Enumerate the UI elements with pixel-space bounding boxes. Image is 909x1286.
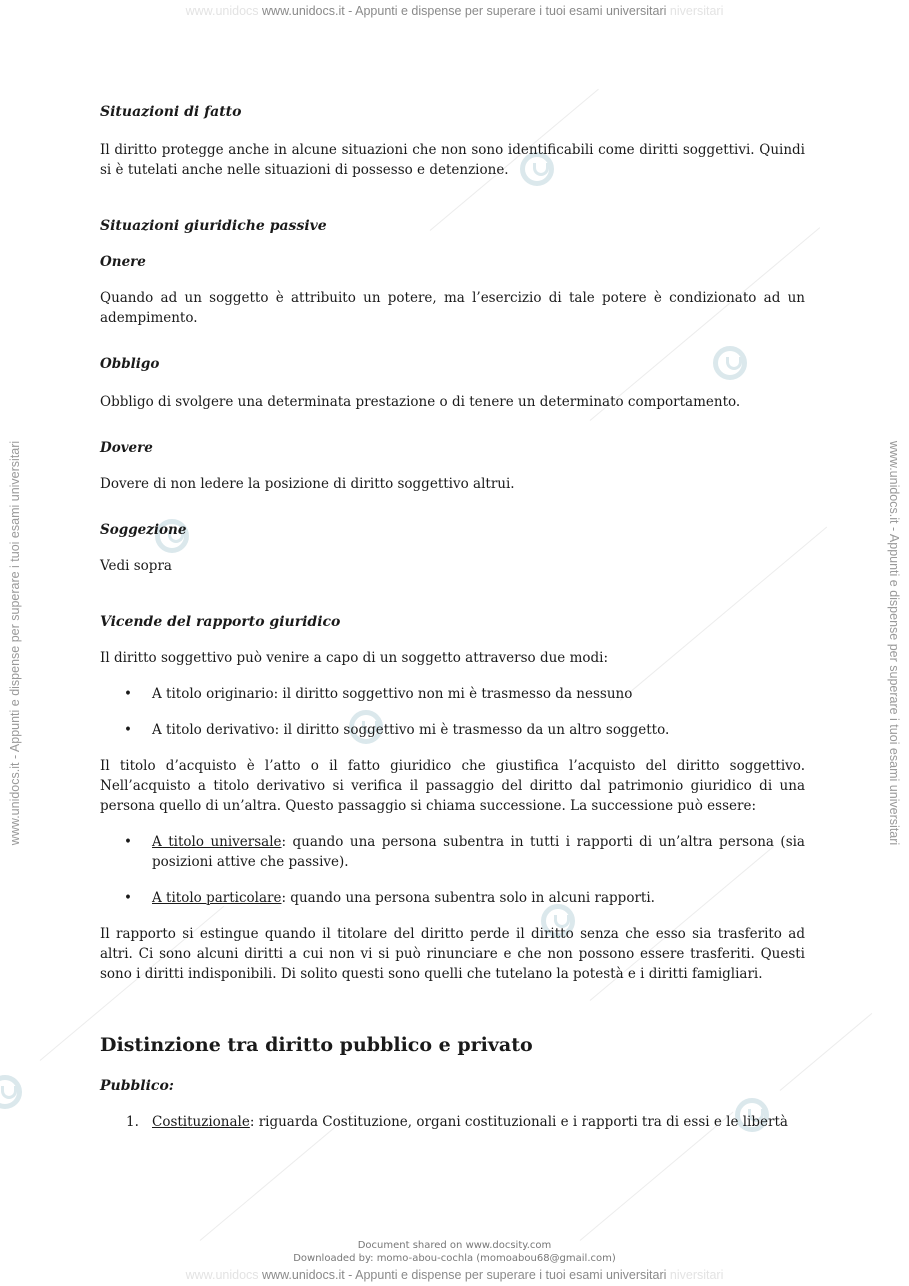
heading-obbligo: Obbligo: [100, 356, 160, 372]
heading-pubblico: Pubblico:: [100, 1078, 174, 1094]
watermark-bottom-text: www.unidocs.it - Appunti e dispense per superare i tuoi esami universitari: [262, 1268, 667, 1282]
footer-shared: Document shared on www.docsity.com: [357, 1240, 552, 1251]
heading-soggezione: Soggezione: [100, 522, 187, 538]
desc-particolare: : quando una persona subentra solo in alcuni rapporti.: [281, 890, 655, 906]
watermark-top: [0, 4, 909, 18]
list-item: [100, 1112, 805, 1132]
heading-dovere: Dovere: [100, 440, 153, 456]
list-item: [100, 888, 805, 908]
desc-universale: : quando una persona subentra in tutti i rapporti di un’altra persona (sia posizioni attive che passive).: [152, 834, 805, 870]
heading-situazioni-di-fatto: Situazioni di fatto: [100, 104, 242, 120]
paragraph-vicende: Il diritto soggettivo può venire a capo di un soggetto attraverso due modi:: [100, 650, 609, 666]
paragraph-obbligo: Obbligo di svolgere una determinata prestazione o di tenere un determinato comportamento.: [100, 394, 741, 410]
term-costituzionale: Costituzionale: [152, 1114, 250, 1130]
watermark-bottom: [0, 1268, 909, 1282]
paragraph-onere: Quando ad un soggetto è attribuito un potere, ma l’esercizio di tale potere è condizionato ad un adempimento.: [100, 290, 805, 326]
list-item: [100, 720, 805, 740]
list-item-text: [152, 832, 805, 872]
footer-downloaded: Downloaded by: momo-abou-cochla (momoabou68@gmail.com): [293, 1253, 616, 1264]
list-number: 1.: [126, 1114, 139, 1130]
watermark-ghost: niversitari: [669, 1268, 724, 1282]
bullet-glyph: •: [124, 834, 132, 850]
paragraph-soggezione: Vedi sopra: [100, 558, 172, 574]
paragraph-dovere: Dovere di non ledere la posizione di diritto soggettivo altrui.: [100, 476, 515, 492]
list-item-text: [152, 888, 805, 908]
list-item-text: A titolo originario: il diritto soggettivo non mi è trasmesso da nessuno: [152, 686, 633, 702]
bullet-glyph: •: [124, 722, 132, 738]
list-item-text: A titolo derivativo: il diritto soggettivo mi è trasmesso da un altro soggetto.: [152, 722, 670, 738]
term-particolare: A titolo particolare: [152, 890, 282, 906]
heading-vicende: Vicende del rapporto giuridico: [100, 614, 341, 630]
list-item: [100, 684, 805, 704]
paragraph-fatto: Il diritto protegge anche in alcune situazioni che non sono identificabili come diritti soggettivi. Quindi si è tutelati anche nelle situazioni di possesso e detenzione.: [100, 142, 805, 178]
heading-onere: Onere: [100, 254, 146, 270]
watermark-right: www.unidocs.it - Appunti e dispense per superare i tuoi esami universitari: [887, 440, 901, 846]
watermark-ghost: www.unidocs: [185, 4, 259, 18]
paragraph-estingue: Il rapporto si estingue quando il titolare del diritto perde il diritto senza che esso sia trasferito ad altri. Ci sono alcuni diritti a cui non vi si può rinunciare e che non possono essere trasferiti. Questi sono i diritti indisponibili. Di solito questi sono quelli che tutelano la potestà e i diritti famigliari.: [100, 926, 805, 982]
list-item-text: [152, 1112, 805, 1132]
desc-costituzionale: : riguarda Costituzione, organi costituzionali e i rapporti tra di essi e le libertà: [249, 1114, 788, 1130]
unidocs-logo-icon: [0, 1075, 22, 1109]
bullet-glyph: •: [124, 686, 132, 702]
paragraph-titolo-acquisto: Il titolo d’acquisto è l’atto o il fatto giuridico che giustifica l’acquisto del diritto soggettivo. Nell’acquisto a titolo derivativo si verifica il passaggio del diritto dal patrimonio giuridico di una persona quello di un’altra. Questo passaggio si chiama successione. La successione può essere:: [100, 758, 805, 814]
heading-distinzione: Distinzione tra diritto pubblico e privato: [100, 1034, 533, 1056]
bullet-glyph: •: [124, 890, 132, 906]
watermark-ghost: www.unidocs: [185, 1268, 259, 1282]
watermark-ghost: niversitari: [669, 4, 724, 18]
watermark-left: www.unidocs.it - Appunti e dispense per superare i tuoi esami universitari: [8, 440, 22, 846]
heading-situazioni-passive: Situazioni giuridiche passive: [100, 218, 327, 234]
term-universale: A titolo universale: [152, 834, 282, 850]
watermark-top-text: www.unidocs.it - Appunti e dispense per superare i tuoi esami universitari: [262, 4, 667, 18]
list-item: [100, 832, 805, 872]
